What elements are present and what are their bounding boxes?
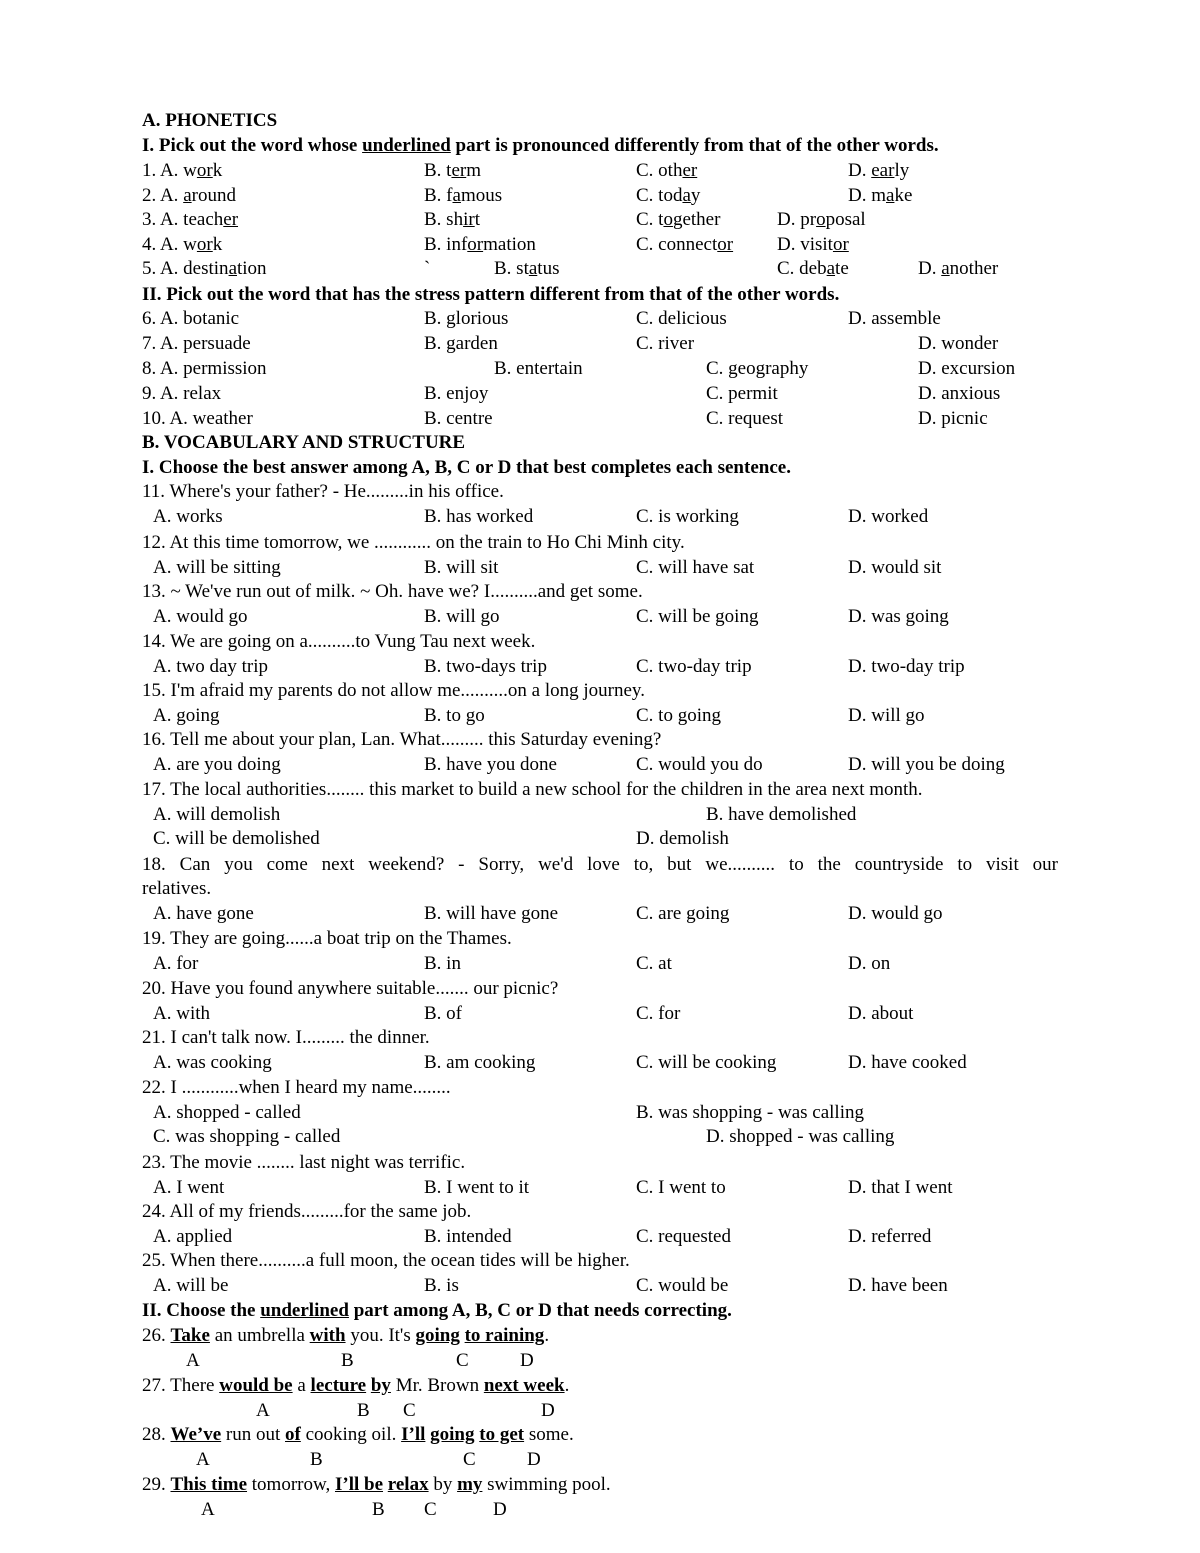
answer-option: C. for (636, 1003, 681, 1024)
answer-option: A. are you doing (153, 754, 281, 775)
stress-option: B. centre (424, 408, 493, 429)
answer-option: C. requested (636, 1226, 731, 1247)
answer-option: B. two-days trip (424, 656, 547, 677)
stress-instruction: II. Pick out the word that has the stress pattern different from that of the other words. (142, 284, 840, 305)
stray-mark: ` (424, 258, 431, 279)
vocab-instruction: I. Choose the best answer among A, B, C or D that best completes each sentence. (142, 457, 791, 478)
answer-option: D. have cooked (848, 1052, 967, 1073)
answer-option: A. shopped - called (153, 1102, 301, 1123)
question-text: 25. When there..........a full moon, the ocean tides will be higher. (142, 1250, 630, 1271)
answer-option: B. of (424, 1003, 462, 1024)
phonetics-instruction: I. Pick out the word whose underlined part is pronounced differently from that of the other words. (142, 135, 939, 156)
answer-option: B. will sit (424, 557, 499, 578)
stress-option: B. enjoy (424, 383, 489, 404)
question-text: 12. At this time tomorrow, we ............ on the train to Ho Chi Minh city. (142, 532, 685, 553)
answer-option: C. I went to (636, 1177, 726, 1198)
phonetics-option: C. debate (777, 258, 849, 279)
answer-option: A. going (153, 705, 220, 726)
answer-letter: A (256, 1400, 270, 1421)
phonetics-option: D. visitor (777, 234, 849, 255)
stress-option: 7. A. persuade (142, 333, 251, 354)
stress-option: C. permit (706, 383, 778, 404)
answer-letter: D (493, 1499, 507, 1520)
phonetics-option: B. famous (424, 185, 503, 206)
answer-letter: D (520, 1350, 534, 1371)
answer-option: D. demolish (636, 828, 729, 849)
answer-option: B. I went to it (424, 1177, 530, 1198)
answer-option: C. will have sat (636, 557, 755, 578)
answer-option: D. about (848, 1003, 914, 1024)
stress-option: B. garden (424, 333, 498, 354)
section-b-title: B. VOCABULARY AND STRUCTURE (142, 432, 466, 453)
answer-option: D. will you be doing (848, 754, 1005, 775)
answer-option: B. have demolished (706, 804, 857, 825)
answer-option: D. would go (848, 903, 943, 924)
correction-sentence: 27. There would be a lecture by Mr. Brown next week. (142, 1375, 570, 1396)
stress-option: C. delicious (636, 308, 727, 329)
stress-option: B. glorious (424, 308, 509, 329)
stress-option: 8. A. permission (142, 358, 267, 379)
phonetics-option: 4. A. work (142, 234, 223, 255)
answer-option: B. have you done (424, 754, 557, 775)
phonetics-option: 2. A. around (142, 185, 236, 206)
answer-option: D. was going (848, 606, 949, 627)
question-text: 19. They are going......a boat trip on the Thames. (142, 928, 512, 949)
phonetics-option: D. proposal (777, 209, 866, 230)
phonetics-option: B. term (424, 160, 481, 181)
phonetics-option: D. another (918, 258, 999, 279)
question-text: 18. Can you come next weekend? - Sorry, we'd love to, but we.......... to the countryside to visit our (142, 854, 1058, 875)
answer-option: C. was shopping - called (153, 1126, 341, 1147)
answer-option: D. two-day trip (848, 656, 965, 677)
answer-option: A. will be sitting (153, 557, 281, 578)
answer-option: D. worked (848, 506, 929, 527)
answer-option: B. will go (424, 606, 500, 627)
answer-option: C. will be cooking (636, 1052, 777, 1073)
answer-letter: A (201, 1499, 215, 1520)
stress-option: B. entertain (494, 358, 583, 379)
correction-sentence: 29. This time tomorrow, I’ll be relax by my swimming pool. (142, 1474, 611, 1495)
section-a-title: A. PHONETICS (142, 110, 278, 131)
answer-option: C. to going (636, 705, 721, 726)
answer-letter: A (196, 1449, 210, 1470)
answer-option: A. have gone (153, 903, 254, 924)
answer-option: D. would sit (848, 557, 942, 578)
answer-option: D. on (848, 953, 891, 974)
answer-option: B. to go (424, 705, 485, 726)
answer-option: A. for (153, 953, 199, 974)
stress-option: C. request (706, 408, 784, 429)
stress-option: 10. A. weather (142, 408, 253, 429)
phonetics-option: B. shirt (424, 209, 480, 230)
answer-option: C. two-day trip (636, 656, 752, 677)
answer-letter: B (372, 1499, 385, 1520)
question-text: 14. We are going on a..........to Vung Tau next week. (142, 631, 536, 652)
correction-sentence: 26. Take an umbrella with you. It's going to raining. (142, 1325, 550, 1346)
phonetics-option: C. other (636, 160, 698, 181)
question-text: relatives. (142, 878, 212, 899)
stress-option: D. excursion (918, 358, 1016, 379)
question-text: 23. The movie ........ last night was terrific. (142, 1152, 466, 1173)
correction-sentence: 28. We’ve run out of cooking oil. I’ll going to get some. (142, 1424, 574, 1445)
answer-option: B. am cooking (424, 1052, 536, 1073)
stress-option: D. assemble (848, 308, 941, 329)
answer-letter: C (424, 1499, 437, 1520)
phonetics-option: D. make (848, 185, 913, 206)
answer-option: A. I went (153, 1177, 225, 1198)
stress-option: 6. A. botanic (142, 308, 240, 329)
answer-option: C. would you do (636, 754, 763, 775)
phonetics-option: C. together (636, 209, 721, 230)
stress-option: 9. A. relax (142, 383, 222, 404)
answer-option: A. two day trip (153, 656, 269, 677)
phonetics-option: C. connector (636, 234, 734, 255)
answer-option: C. are going (636, 903, 730, 924)
answer-option: D. that I went (848, 1177, 953, 1198)
answer-option: A. would go (153, 606, 248, 627)
answer-option: B. is (424, 1275, 459, 1296)
stress-option: D. wonder (918, 333, 999, 354)
answer-letter: B (341, 1350, 354, 1371)
phonetics-option: C. today (636, 185, 701, 206)
phonetics-option: B. status (494, 258, 560, 279)
answer-letter: D (527, 1449, 541, 1470)
answer-option: A. was cooking (153, 1052, 272, 1073)
answer-option: B. has worked (424, 506, 534, 527)
phonetics-option: 1. A. work (142, 160, 223, 181)
answer-letter: C (463, 1449, 476, 1470)
answer-letter: D (541, 1400, 555, 1421)
answer-option: B. intended (424, 1226, 512, 1247)
answer-option: C. will be going (636, 606, 759, 627)
phonetics-option: 3. A. teacher (142, 209, 239, 230)
answer-option: D. will go (848, 705, 925, 726)
stress-option: C. river (636, 333, 695, 354)
phonetics-option: B. information (424, 234, 536, 255)
answer-option: D. shopped - was calling (706, 1126, 895, 1147)
answer-option: A. works (153, 506, 223, 527)
stress-option: D. anxious (918, 383, 1001, 404)
stress-option: D. picnic (918, 408, 988, 429)
answer-option: C. would be (636, 1275, 729, 1296)
question-text: 24. All of my friends.........for the same job. (142, 1201, 472, 1222)
answer-option: C. at (636, 953, 672, 974)
question-text: 22. I ............when I heard my name........ (142, 1077, 451, 1098)
phonetics-option: D. early (848, 160, 910, 181)
question-text: 16. Tell me about your plan, Lan. What......... this Saturday evening? (142, 729, 662, 750)
answer-option: D. have been (848, 1275, 948, 1296)
answer-option: B. in (424, 953, 461, 974)
answer-letter: C (403, 1400, 416, 1421)
question-text: 15. I'm afraid my parents do not allow me..........on a long journey. (142, 680, 645, 701)
answer-option: C. will be demolished (153, 828, 320, 849)
answer-option: B. will have gone (424, 903, 559, 924)
answer-option: A. applied (153, 1226, 233, 1247)
answer-letter: B (310, 1449, 323, 1470)
question-text: 20. Have you found anywhere suitable....... our picnic? (142, 978, 559, 999)
stress-option: C. geography (706, 358, 809, 379)
correction-instruction: II. Choose the underlined part among A, B, C or D that needs correcting. (142, 1300, 732, 1321)
answer-option: D. referred (848, 1226, 932, 1247)
answer-option: A. with (153, 1003, 210, 1024)
answer-letter: B (357, 1400, 370, 1421)
question-text: 11. Where's your father? - He.........in his office. (142, 481, 504, 502)
answer-option: A. will be (153, 1275, 229, 1296)
question-text: 17. The local authorities........ this market to build a new school for the children in the area next month. (142, 779, 923, 800)
answer-option: A. will demolish (153, 804, 281, 825)
answer-option: C. is working (636, 506, 739, 527)
answer-letter: C (456, 1350, 469, 1371)
answer-letter: A (186, 1350, 200, 1371)
question-text: 13. ~ We've run out of milk. ~ Oh. have we? I..........and get some. (142, 581, 643, 602)
answer-option: B. was shopping - was calling (636, 1102, 864, 1123)
phonetics-option: 5. A. destination (142, 258, 267, 279)
question-text: 21. I can't talk now. I......... the dinner. (142, 1027, 430, 1048)
